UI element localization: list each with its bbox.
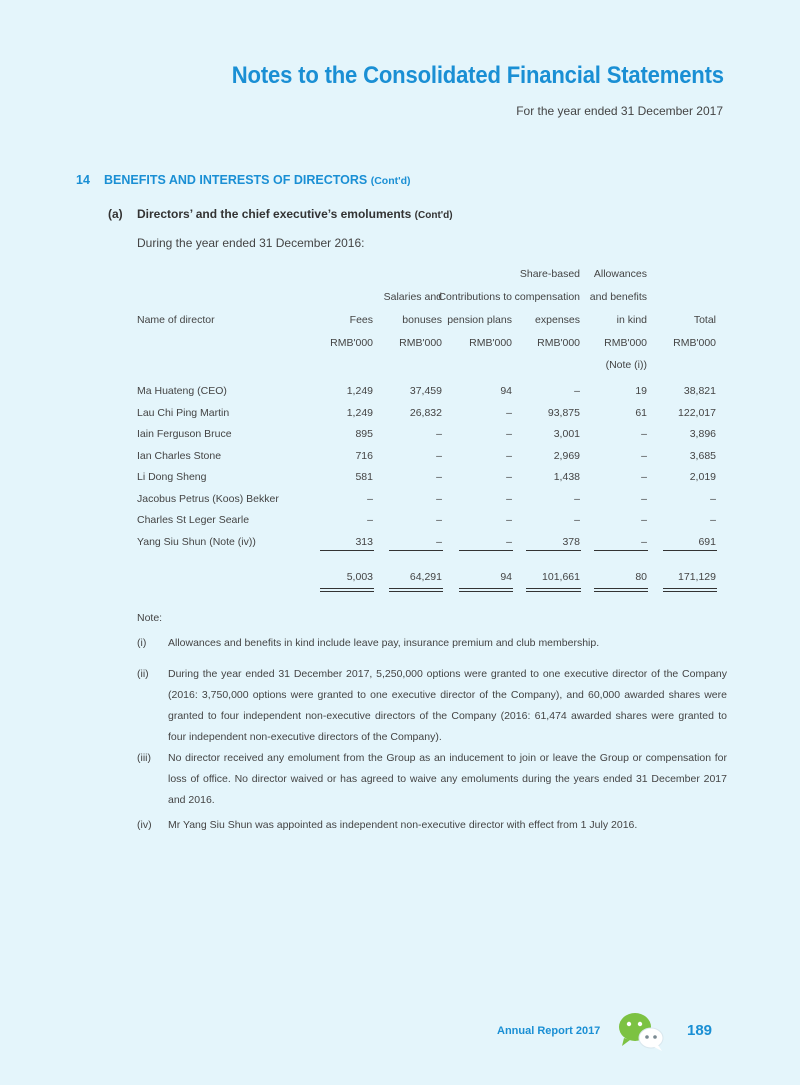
section-heading bbox=[76, 173, 411, 187]
column-header: Contributions to bbox=[438, 291, 512, 303]
director-name: Jacobus Petrus (Koos) Bekker bbox=[137, 492, 279, 505]
total-cell: 5,003 bbox=[346, 571, 373, 583]
column-header: and benefits bbox=[589, 291, 647, 303]
column-header: Fees bbox=[349, 314, 373, 326]
table-cell: – bbox=[641, 449, 647, 462]
annual-report-label: Annual Report 2017 bbox=[497, 1025, 601, 1037]
total-cell: 101,661 bbox=[542, 571, 580, 583]
note-label: (i) bbox=[137, 637, 147, 649]
table-cell: – bbox=[506, 514, 512, 526]
subtotal-rule bbox=[459, 550, 513, 551]
subtotal-rule bbox=[526, 550, 581, 551]
table-cell: 378 bbox=[562, 535, 580, 548]
total-double-rule bbox=[526, 591, 581, 592]
table-cell: 2,969 bbox=[553, 449, 580, 462]
table-cell: – bbox=[506, 471, 512, 483]
table-cell: 716 bbox=[355, 449, 373, 462]
section-title: BENEFITS AND INTERESTS OF DIRECTORS bbox=[104, 173, 368, 187]
table-cell: 19 bbox=[635, 385, 647, 397]
column-unit: RMB'000 bbox=[399, 337, 442, 349]
note-label: (iv) bbox=[137, 819, 152, 831]
table-cell: – bbox=[436, 471, 442, 483]
table-cell: 93,875 bbox=[547, 406, 580, 419]
director-name: Ma Huateng (CEO) bbox=[137, 385, 227, 397]
table-cell: 37,459 bbox=[409, 385, 442, 397]
table-cell: – bbox=[506, 492, 512, 505]
table-cell: 313 bbox=[355, 535, 373, 548]
total-cell: 80 bbox=[635, 571, 647, 583]
column-header: Total bbox=[693, 314, 716, 326]
table-cell: – bbox=[367, 492, 373, 505]
total-cell: 64,291 bbox=[409, 571, 442, 583]
total-double-rule bbox=[389, 588, 443, 589]
total-double-rule bbox=[594, 591, 648, 592]
table-cell: 581 bbox=[355, 471, 373, 483]
table-cell: – bbox=[506, 535, 512, 548]
column-header: in kind bbox=[616, 314, 647, 326]
table-cell: – bbox=[574, 492, 580, 505]
total-double-rule bbox=[663, 588, 717, 589]
table-cell: 2,019 bbox=[689, 471, 716, 483]
intro-text: During the year ended 31 December 2016: bbox=[137, 236, 365, 250]
page-subtitle: For the year ended 31 December 2017 bbox=[516, 104, 723, 118]
note-label: (ii) bbox=[137, 668, 149, 680]
table-cell: 3,896 bbox=[689, 428, 716, 440]
subsection-heading bbox=[108, 207, 453, 221]
column-header: Share-based bbox=[519, 268, 580, 280]
table-cell: – bbox=[506, 449, 512, 462]
total-double-rule bbox=[526, 588, 581, 589]
table-cell: – bbox=[436, 514, 442, 526]
table-cell: – bbox=[506, 428, 512, 440]
column-header: Salaries and bbox=[383, 291, 442, 303]
subtotal-rule bbox=[594, 550, 648, 551]
table-cell: 26,832 bbox=[409, 406, 442, 419]
subsection-title: Directors’ and the chief executive’s emoluments bbox=[137, 207, 412, 221]
director-name: Charles St Leger Searle bbox=[137, 514, 250, 526]
table-cell: – bbox=[710, 514, 716, 526]
total-double-rule bbox=[389, 591, 443, 592]
director-name: Yang Siu Shun (Note (iv)) bbox=[137, 535, 256, 548]
subtotal-rule bbox=[320, 550, 374, 551]
table-cell: 3,001 bbox=[553, 428, 580, 440]
column-unit: RMB'000 bbox=[469, 337, 512, 349]
note-text: Mr Yang Siu Shun was appointed as independent non-executive director with effect from 1 July 2016. bbox=[168, 819, 638, 831]
note-iv bbox=[137, 815, 727, 836]
total-cell: 171,129 bbox=[678, 571, 716, 583]
table-cell: 1,438 bbox=[553, 471, 580, 483]
total-double-rule bbox=[459, 591, 513, 592]
table-cell: 61 bbox=[635, 406, 647, 419]
subtotal-rule bbox=[389, 550, 443, 551]
director-name: Li Dong Sheng bbox=[137, 471, 207, 483]
column-note: (Note (i)) bbox=[605, 359, 647, 371]
table-cell: 1,249 bbox=[346, 406, 373, 419]
subtotal-rule bbox=[663, 550, 717, 551]
table-cell: 895 bbox=[355, 428, 373, 440]
table-cell: – bbox=[641, 535, 647, 548]
table-cell: 691 bbox=[698, 535, 716, 548]
table-cell: – bbox=[367, 514, 373, 526]
name-column-header: Name of director bbox=[137, 314, 215, 326]
section-number: 14 bbox=[76, 173, 90, 187]
column-unit: RMB'000 bbox=[604, 337, 647, 349]
table-cell: – bbox=[574, 514, 580, 526]
column-header: bonuses bbox=[402, 314, 442, 326]
subsection-suffix: (Cont'd) bbox=[414, 210, 453, 221]
note-text: Allowances and benefits in kind include leave pay, insurance premium and club membership. bbox=[168, 637, 600, 649]
column-header: expenses bbox=[535, 314, 580, 326]
table-cell: – bbox=[710, 492, 716, 505]
director-name: Lau Chi Ping Martin bbox=[137, 406, 230, 419]
director-name: Ian Charles Stone bbox=[137, 449, 222, 462]
table-cell: – bbox=[436, 449, 442, 462]
total-double-rule bbox=[459, 588, 513, 589]
table-cell: 94 bbox=[500, 385, 512, 397]
note-ii bbox=[137, 664, 727, 748]
total-double-rule bbox=[320, 591, 374, 592]
note-text: No director received any emolument from the Group as an inducement to join or leave the Group or compensation for loss of office. No director waived or has agreed to waive any emoluments during the years ended 31 December 2017 and 2016. bbox=[168, 752, 727, 806]
total-double-rule bbox=[320, 588, 374, 589]
page-title: Notes to the Consolidated Financial Statements bbox=[231, 62, 724, 89]
table-cell: – bbox=[436, 535, 442, 548]
column-unit: RMB'000 bbox=[673, 337, 716, 349]
table-cell: – bbox=[641, 471, 647, 483]
note-label: (iii) bbox=[137, 752, 151, 764]
table-cell: 1,249 bbox=[346, 385, 373, 397]
note-iii bbox=[137, 748, 727, 811]
table-cell: – bbox=[641, 514, 647, 526]
page-number: 189 bbox=[687, 1022, 713, 1039]
director-name: Iain Ferguson Bruce bbox=[137, 428, 232, 440]
column-unit: RMB'000 bbox=[330, 337, 373, 349]
subsection-label: (a) bbox=[108, 207, 123, 221]
total-cell: 94 bbox=[500, 571, 512, 583]
table-cell: – bbox=[506, 406, 512, 419]
column-header: compensation bbox=[514, 291, 580, 303]
notes-heading: Note: bbox=[137, 612, 163, 624]
column-header: Allowances bbox=[593, 268, 647, 280]
note-text: During the year ended 31 December 2017, 5,250,000 options were granted to one executive director of the Company (2016: 3,750,000 options were granted to one executive director of the Company), and 60,000 awarded shares were granted to four independent non-executive directors of the Company (2016: 61,474 awarded shares were granted to four independent non-executive directors of the Company). bbox=[168, 668, 727, 743]
table-cell: 122,017 bbox=[678, 406, 716, 419]
table-cell: – bbox=[641, 428, 647, 440]
wechat-logo-icon bbox=[616, 1010, 668, 1052]
table-cell: – bbox=[574, 385, 580, 397]
table-cell: – bbox=[436, 492, 442, 505]
note-i bbox=[137, 633, 727, 654]
table-cell: – bbox=[641, 492, 647, 505]
total-double-rule bbox=[663, 591, 717, 592]
column-header: pension plans bbox=[447, 314, 512, 326]
table-cell: 38,821 bbox=[683, 385, 716, 397]
table-cell: 3,685 bbox=[689, 449, 716, 462]
column-unit: RMB'000 bbox=[537, 337, 580, 349]
table-cell: – bbox=[436, 428, 442, 440]
total-double-rule bbox=[594, 588, 648, 589]
section-suffix: (Cont'd) bbox=[370, 175, 411, 187]
